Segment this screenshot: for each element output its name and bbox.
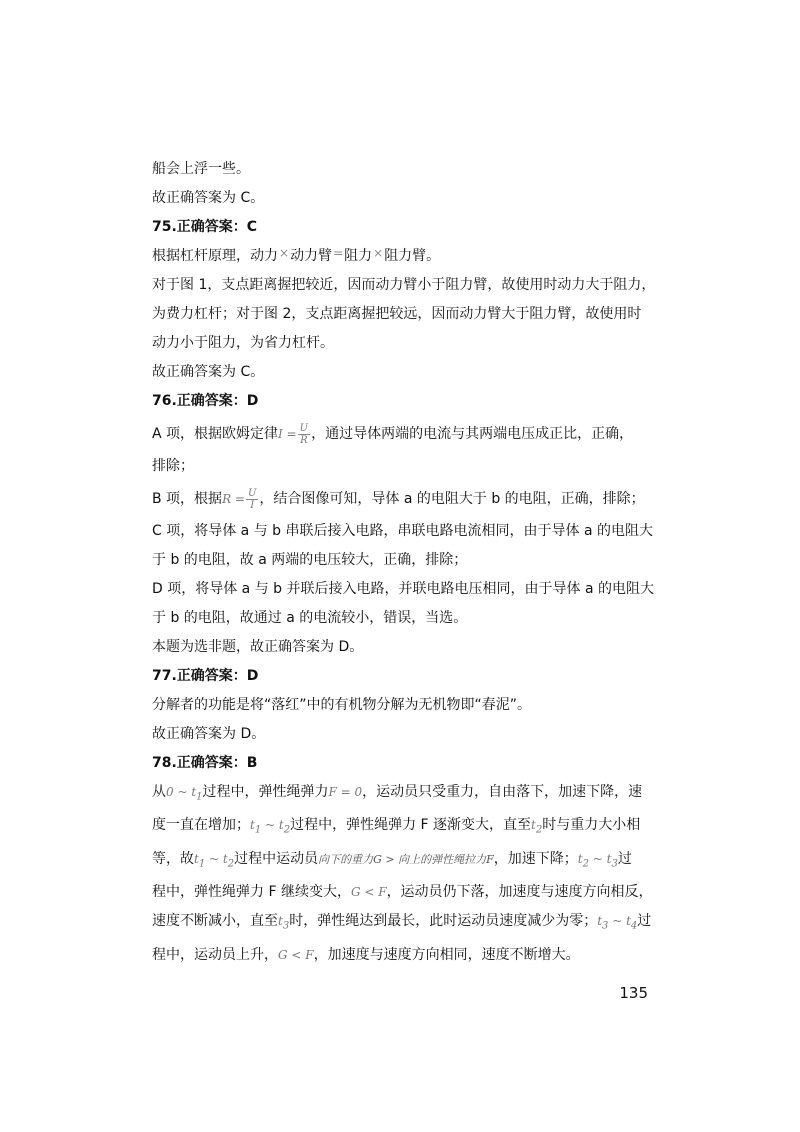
math-symbol: $t_2$ <box>531 818 543 836</box>
times-symbol: × <box>373 246 384 260</box>
math-expression: G < F <box>278 947 314 962</box>
paragraph-line: 船会上浮一些。 <box>152 161 250 177</box>
math-interval: 0 ~ $t_1$ <box>166 785 203 803</box>
equals-symbol: = <box>333 246 344 260</box>
paragraph-line: 本题为选非题，故正确答案为 D。 <box>152 639 364 655</box>
math-expression: F = 0 <box>328 785 363 799</box>
paragraph-line: D 项，将导体 a 与 b 并联后接入电路，并联电路电压相同，由于导体 a 的电阻大 <box>152 581 654 597</box>
page-number: 135 <box>619 984 648 1002</box>
answer-heading-76: 76.正确答案：D <box>152 393 259 409</box>
math-symbol: $t_3$ <box>278 914 290 932</box>
paragraph-line: 故正确答案为 C。 <box>152 364 265 380</box>
fraction: $\frac{U}{I}$ <box>247 487 257 511</box>
answer-text <box>152 155 656 970</box>
paragraph-line: 等，故$t_1$ ~ $t_2$过程中运动员向下的重力G > 向上的弹性绳拉力F，加速下降；$t_2$ ~ $t_3$过 <box>152 850 632 870</box>
math-interval: $t_3$ ~ $t_4$ <box>597 914 638 932</box>
paragraph-line: 根据杠杆原理，动力×动力臂=阻力×阻力臂。 <box>152 246 441 264</box>
paragraph-line: C 项，将导体 a 与 b 串联后接入电路，串联电路电流相同，由于导体 a 的电阻大 <box>152 523 653 539</box>
paragraph-line: 分解者的功能是将“落红”中的有机物分解为无机物即“春泥”。 <box>152 697 532 713</box>
paragraph-line: 故正确答案为 D。 <box>152 726 266 742</box>
paragraph-line: 从0 ~ $t_1$过程中，弹性绳弹力F = 0，运动员只受重力，自由落下，加速下降，速 <box>152 784 643 803</box>
paragraph-line: B 项，根据 R = $\frac{U}{I}$ ，结合图像可知，导体 a 的电阻大于 b 的电阻，正确，排除； <box>152 481 652 517</box>
handwritten-formula: 向下的重力G > 向上的弹性绳拉力F <box>318 852 494 866</box>
answer-heading-78: 78.正确答案：B <box>152 755 258 771</box>
math-interval: $t_2$ ~ $t_3$ <box>577 851 618 870</box>
times-symbol: × <box>279 246 290 260</box>
paragraph-line: 程中，弹性绳弹力 F 继续变大，G < F，运动员仍下落，加速度与速度方向相反， <box>152 884 653 901</box>
answer-heading-75: 75.正确答案：C <box>152 219 258 235</box>
paragraph-line: 动力小于阻力，为省力杠杆。 <box>152 335 334 351</box>
paragraph-line: 程中，运动员上升，G < F，加速度与速度方向相同，速度不断增大。 <box>152 946 580 963</box>
answer-heading-77: 77.正确答案：D <box>152 668 259 684</box>
formula-lhs: R = <box>222 491 245 506</box>
paragraph-line: 排除； <box>152 458 194 474</box>
paragraph-line: 故正确答案为 C。 <box>152 190 265 206</box>
paragraph-line: 为费力杠杆；对于图 2，支点距离握把较远，因而动力臂大于阻力臂，故使用时 <box>152 306 642 322</box>
math-expression: G < F <box>350 885 387 900</box>
fraction: $\frac{U}{R}$ <box>299 422 309 446</box>
math-interval: $t_1$ ~ $t_2$ <box>250 818 291 836</box>
paragraph-line: A 项，根据欧姆定律 I = $\frac{U}{R}$ ，通过导体两端的电流与其两端电压成正比，正确， <box>152 416 652 452</box>
paragraph-line: 度一直在增加；$t_1$ ~ $t_2$过程中，弹性绳弹力 F 逐渐变大，直至$t_2$时与重力大小相 <box>152 817 641 836</box>
math-interval: $t_1$ ~ $t_2$ <box>194 851 235 870</box>
paragraph-line: 速度不断减小，直至$t_3$时，弹性绳达到最长，此时运动员速度减少为零；$t_3$ ~ $t_4$过 <box>152 913 652 932</box>
paragraph-line: 于 b 的电阻，故 a 两端的电压较大，正确，排除； <box>152 552 468 568</box>
paragraph-line: 于 b 的电阻，故通过 a 的电流较小，错误，当选。 <box>152 610 468 626</box>
formula-lhs: I = <box>278 426 297 441</box>
paragraph-line: 对于图 1，支点距离握把较近，因而动力臂小于阻力臂，故使用时动力大于阻力， <box>152 277 656 293</box>
